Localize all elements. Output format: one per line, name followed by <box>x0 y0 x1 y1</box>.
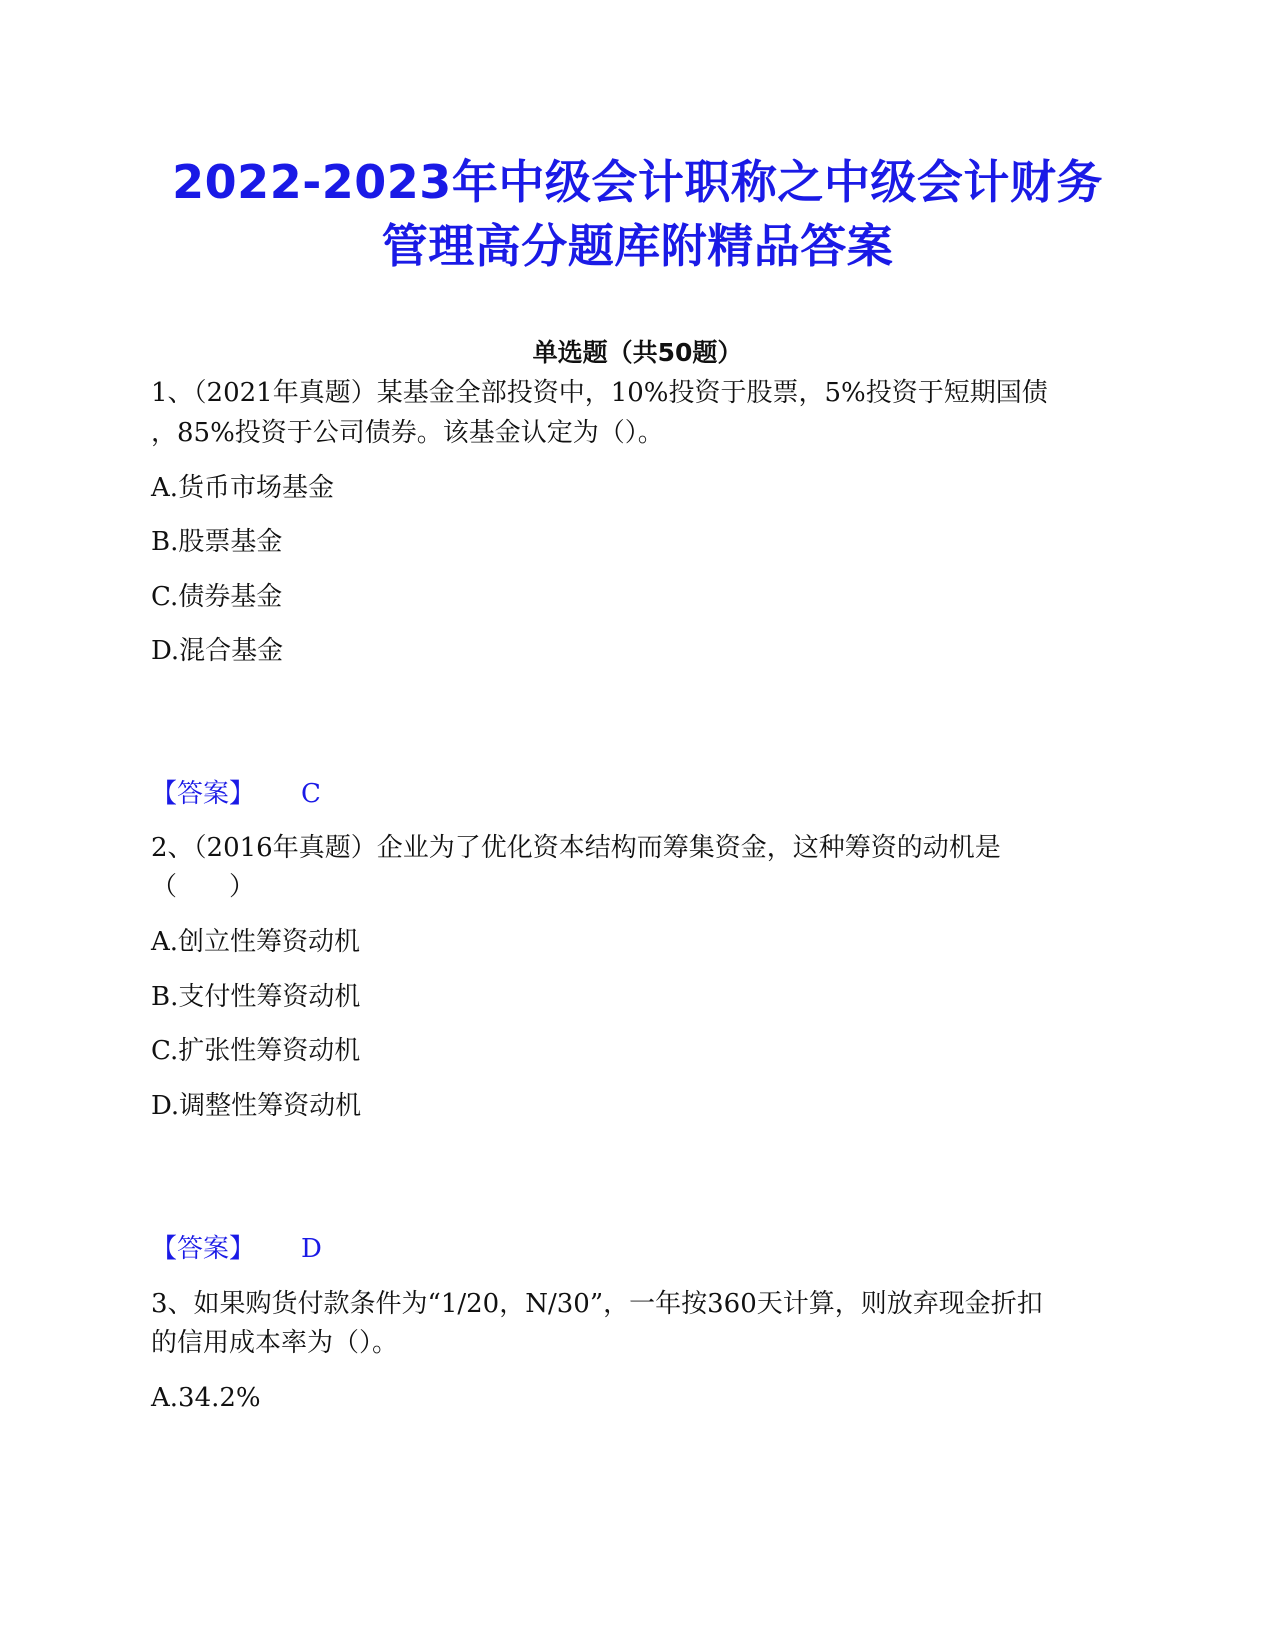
question-3-stem-line-2: 的信用成本率为（）。 <box>151 1328 399 1358</box>
question-2-option-a: A.创立性筹资动机 <box>151 927 361 957</box>
document-title-line-1: 2022-2023年中级会计职称之中级会计财务 <box>172 155 1103 209</box>
answer-label: 【答案】 <box>151 1234 256 1264</box>
answer-value: C <box>301 779 321 809</box>
question-1-option-b: B.股票基金 <box>151 527 283 557</box>
document-title-line-2: 管理高分题库附精品答案 <box>381 219 894 273</box>
question-2-option-c: C.扩张性筹资动机 <box>151 1036 361 1066</box>
section-heading: 单选题（共50题） <box>532 338 743 367</box>
question-3-option-a: A.34.2% <box>151 1383 261 1413</box>
question-1-answer <box>151 774 321 814</box>
question-3-stem-line-1: 3、如果购货付款条件为“1/20，N/30”，一年按360天计算，则放弃现金折扣 <box>151 1289 1043 1319</box>
question-2-option-b: B.支付性筹资动机 <box>151 982 361 1012</box>
question-2-stem-line-2: （ ） <box>151 872 256 902</box>
question-1-stem-line-2: ，85%投资于公司债券。该基金认定为（）。 <box>151 418 664 448</box>
question-2-answer <box>151 1229 322 1269</box>
question-1-option-c: C.债券基金 <box>151 582 283 612</box>
answer-value: D <box>301 1234 322 1264</box>
answer-label: 【答案】 <box>151 779 256 809</box>
question-1-stem-line-1: 1、（2021年真题）某基金全部投资中，10%投资于股票，5%投资于短期国债 <box>151 378 1048 408</box>
question-2-option-d: D.调整性筹资动机 <box>151 1091 362 1121</box>
question-2-stem-line-1: 2、（2016年真题）企业为了优化资本结构而筹集资金，这种筹资的动机是 <box>151 833 1001 863</box>
question-1-option-d: D.混合基金 <box>151 636 284 666</box>
question-1-option-a: A.货币市场基金 <box>151 473 335 503</box>
